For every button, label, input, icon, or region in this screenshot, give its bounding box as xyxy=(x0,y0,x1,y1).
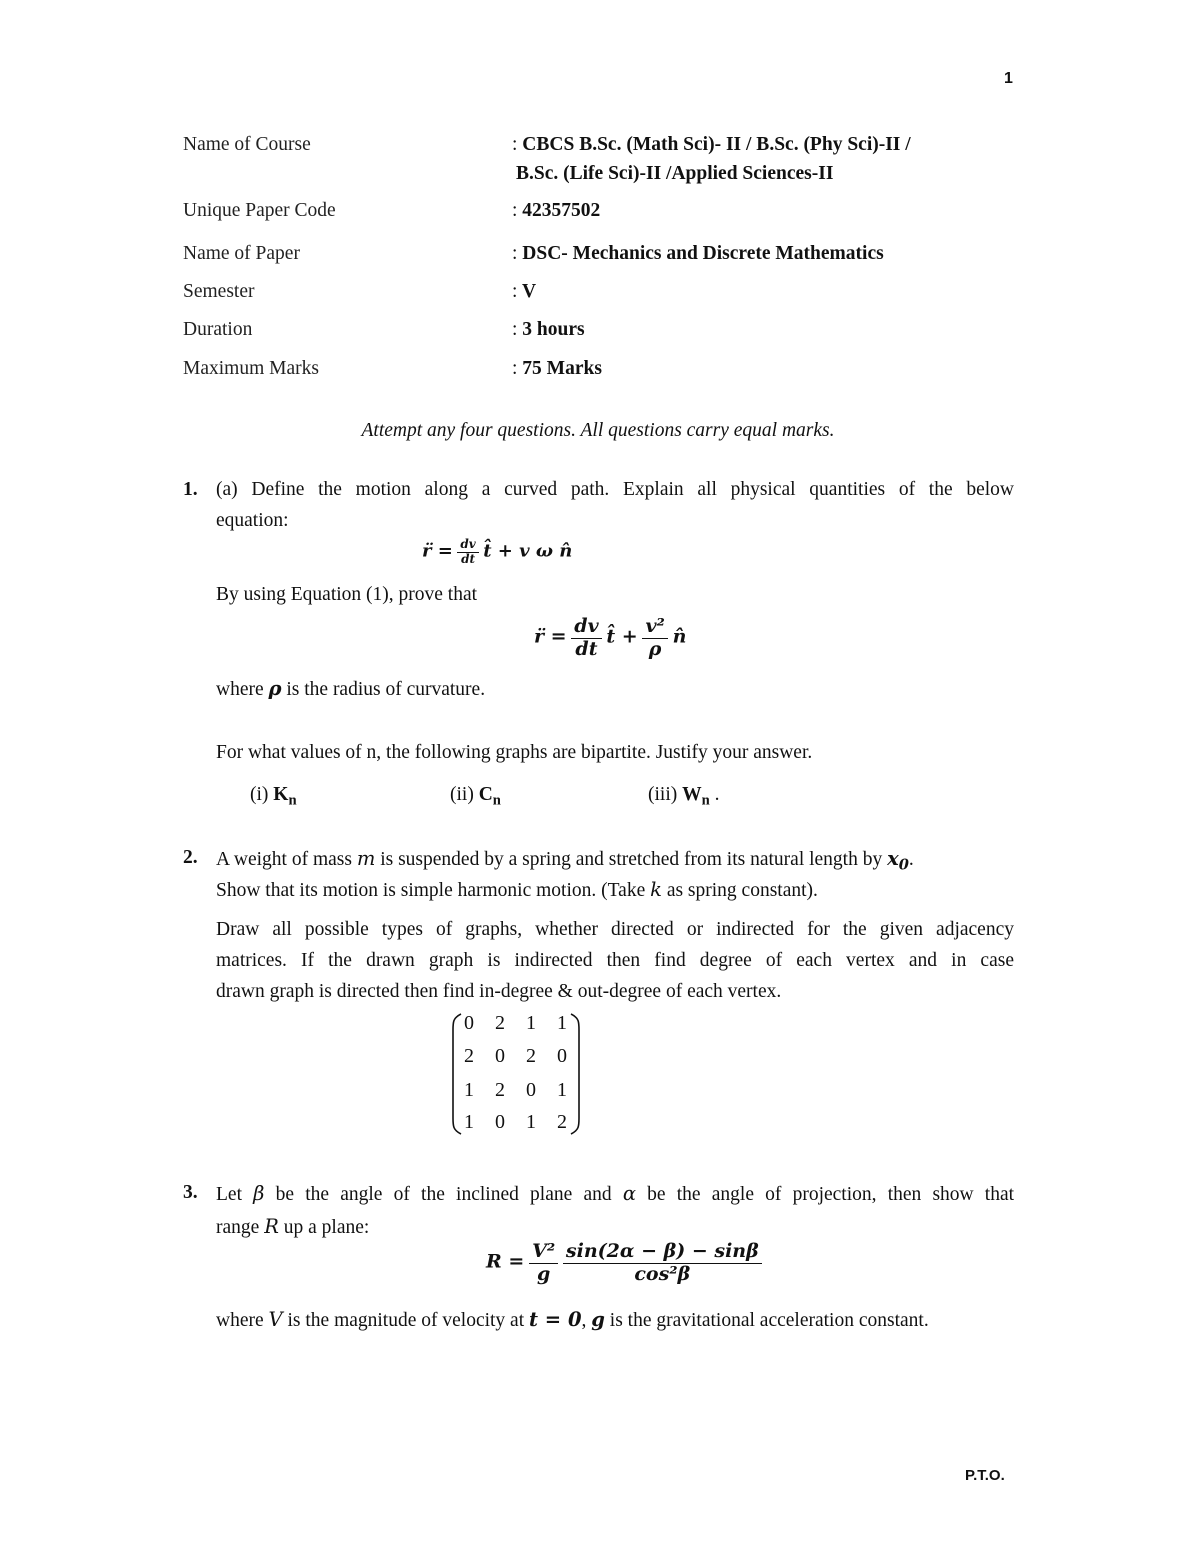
matrix-cell: 1 xyxy=(526,1111,536,1133)
question-text: For what values of n, the following graphs are bipartite. Justify your answer. xyxy=(216,742,813,763)
course-name-value-line2: B.Sc. (Life Sci)-II /Applied Sciences-II xyxy=(516,163,834,184)
adjacency-matrix xyxy=(450,1010,582,1138)
max-marks-label: Maximum Marks xyxy=(183,358,319,379)
semester-value: : V xyxy=(512,281,537,302)
matrix-cell: 0 xyxy=(495,1045,505,1067)
option-ii: (ii) $C_n$ xyxy=(450,784,501,809)
question-text: equation: xyxy=(216,510,289,531)
matrix-cell: 0 xyxy=(557,1045,567,1067)
question-text: (a) Define the motion along a curved path. Explain all physical quantities of the below xyxy=(216,479,1014,500)
matrix-cell: 2 xyxy=(495,1012,505,1034)
semester-label: Semester xyxy=(183,281,255,302)
paper-name-label: Name of Paper xyxy=(183,243,300,264)
question-text: where V is the magnitude of velocity at t = 0, g is the gravitational acceleration constant. xyxy=(216,1308,929,1331)
matrix-cell: 2 xyxy=(557,1111,567,1133)
paper-name-value: : DSC- Mechanics and Discrete Mathematics xyxy=(512,243,884,264)
question-text: range R up a plane: xyxy=(216,1215,370,1238)
matrix-cell: 1 xyxy=(557,1012,567,1034)
matrix-cell: 1 xyxy=(464,1079,474,1101)
matrix-cell: 2 xyxy=(526,1045,536,1067)
question-number: 2. xyxy=(183,847,198,868)
matrix-cell: 0 xyxy=(526,1079,536,1101)
equation-curvature: r̈ = $\frac{dv}{dt}$ t̂ + $\frac{\text{v²}}{\rho}$ n̂ xyxy=(534,615,687,660)
matrix-cell: 0 xyxy=(464,1012,474,1034)
duration-label: Duration xyxy=(183,319,253,340)
course-name-label: Name of Course xyxy=(183,134,311,155)
matrix-cell: 1 xyxy=(464,1111,474,1133)
equation-range: R = $\frac{\text{V²}}{g}$ $\frac{\sin(2\alpha - \beta) - \sin\beta}{\text{cos²β}}$ xyxy=(486,1241,762,1286)
paper-code-label: Unique Paper Code xyxy=(183,200,336,221)
question-text: A weight of mass m is suspended by a spring and stretched from its natural length by $x_0$. xyxy=(216,847,914,874)
matrix-cell: 1 xyxy=(557,1079,567,1101)
duration-value: : 3 hours xyxy=(512,319,585,340)
exam-instruction: Attempt any four questions. All questions carry equal marks. xyxy=(361,420,835,441)
matrix-cell: 2 xyxy=(495,1079,505,1101)
question-text: matrices. If the drawn graph is indirected then find degree of each vertex and in case xyxy=(216,950,1014,971)
question-text: drawn graph is directed then find in-degree & out-degree of each vertex. xyxy=(216,981,782,1002)
matrix-cell: 1 xyxy=(526,1012,536,1034)
question-text: Draw all possible types of graphs, whether directed or indirected for the given adjacency xyxy=(216,919,1014,940)
pto-note: P.T.O. xyxy=(965,1467,1005,1484)
matrix-cell: 2 xyxy=(464,1045,474,1067)
option-iii: (iii) $W_n$ . xyxy=(648,784,720,809)
question-number: 3. xyxy=(183,1182,198,1203)
question-text: where ρ is the radius of curvature. xyxy=(216,677,486,700)
course-name-value: : CBCS B.Sc. (Math Sci)- II / B.Sc. (Phy Sci)-II / xyxy=(512,134,911,155)
equation-acceleration: r̈ = $\frac{dv}{dt}$ t̂ + v ω n̂ xyxy=(422,537,573,566)
max-marks-value: : 75 Marks xyxy=(512,358,602,379)
matrix-cell: 0 xyxy=(495,1111,505,1133)
question-text: Show that its motion is simple harmonic motion. (Take k as spring constant). xyxy=(216,878,818,901)
option-i: (i) $K_n$ xyxy=(250,784,297,809)
question-text: Let β be the angle of the inclined plane and α be the angle of projection, then show that xyxy=(216,1182,1015,1205)
page-number: 1 xyxy=(1004,70,1013,87)
question-text: By using Equation (1), prove that xyxy=(216,584,478,605)
paper-code-value: : 42357502 xyxy=(512,200,601,221)
question-number: 1. xyxy=(183,479,198,500)
